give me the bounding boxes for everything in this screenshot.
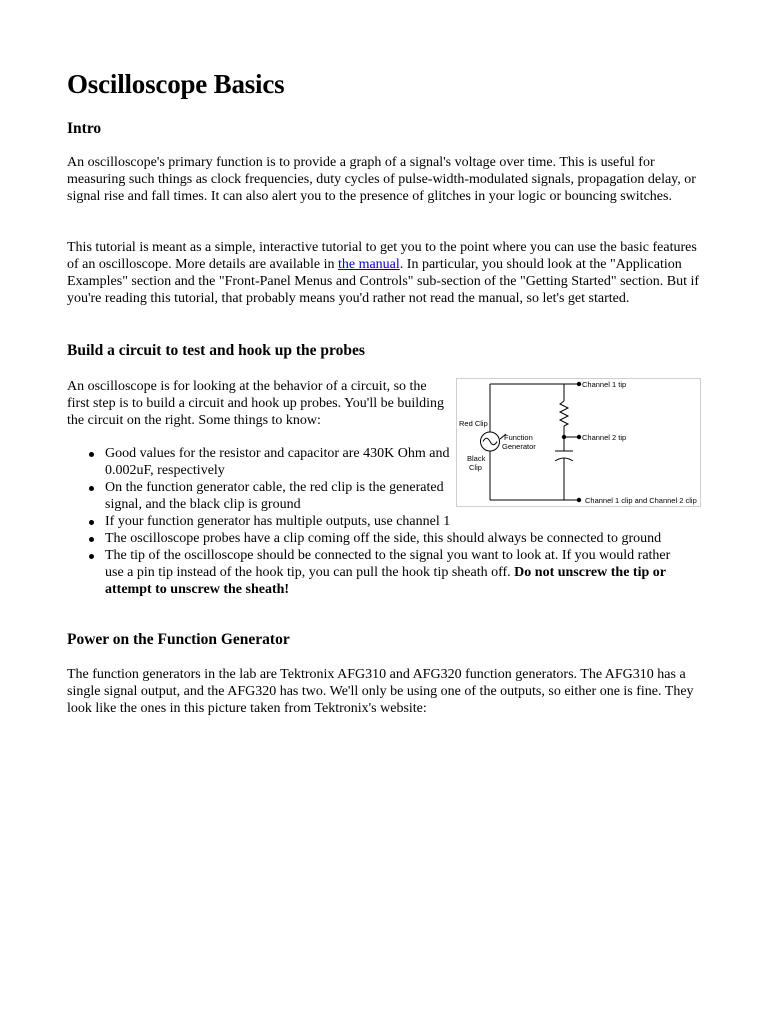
list-item-text: If your function generator has multiple outputs, use channel 1 [105, 514, 451, 529]
warning-text: Do not unscrew the tip or attempt to unscrew the sheath! [105, 565, 666, 597]
page-title: Oscilloscope Basics [67, 69, 285, 99]
black-label: Black [467, 454, 486, 463]
intro-heading: Intro [67, 120, 102, 137]
generator-label: Generator [502, 442, 536, 451]
red-clip-label: Red Clip [459, 419, 488, 428]
build-paragraph: An oscilloscope is for looking at the behavior of a circuit, so the first step is to build a circuit and hook up probes. You'll be building the circuit on the right. Some things to know: [67, 379, 444, 428]
clip-label: Clip [469, 463, 482, 472]
list-item [67, 530, 677, 547]
channel1-tip-label: Channel 1 tip [582, 380, 627, 389]
bullet-icon [89, 537, 94, 542]
function-label: Function [504, 433, 533, 442]
list-item-text: Good values for the resistor and capacitor are 430K Ohm and 0.002uF, respectively [105, 446, 450, 478]
intro-p2-text-after: . In particular, you should look at the "Application Examples" section and the "Front-Panel Menus and Controls" sub-section of the "Getting Started" section. But if you're reading this tutorial, that probably means you'd rather not read the manual, so let's get started. [67, 257, 700, 306]
list-item [67, 547, 677, 598]
document-page [67, 66, 707, 716]
bullet-icon [89, 452, 94, 457]
intro-p2-text-before: This tutorial is meant as a simple, interactive tutorial to get you to the point where you can use the basic features of an oscilloscope. More details are available in [67, 240, 697, 272]
channel2-tip-label: Channel 2 tip [582, 433, 627, 442]
intro-paragraph-1: An oscilloscope's primary function is to provide a graph of a signal's voltage over time. This is useful for measuring such things as clock frequencies, duty cycles of pulse-width-modulated signals, propagation delay, or signal rise and fall times. It can also alert you to the presence of glitches in your logic or bouncing switches. [67, 155, 696, 204]
manual-link[interactable]: the manual [337, 257, 400, 272]
list-item-text: On the function generator cable, the red clip is the generated signal, and the black clip is ground [105, 480, 444, 512]
power-paragraph: The function generators in the lab are Tektronix AFG310 and AFG320 function generators. The AFG310 has a single signal output, and the AFG320 has two. We'll only be using one of the outputs, so either one is fine. They look like the ones in this picture taken from Tektronix's website: [67, 667, 694, 716]
resistor-icon [560, 401, 568, 426]
bullet-icon [89, 554, 94, 559]
bullet-icon [89, 486, 94, 491]
bullet-icon [89, 520, 94, 525]
channel2-node-dot [562, 435, 566, 439]
build-circuit-heading: Build a circuit to test and hook up the probes [67, 342, 365, 359]
intro-paragraph-2 [67, 239, 707, 307]
list-item-text: The oscilloscope probes have a clip coming off the side, this should always be connected to ground [105, 531, 662, 546]
tips-list [67, 445, 677, 598]
sine-wave-icon [483, 438, 497, 445]
channel2-tip-dot [577, 435, 581, 439]
channel-clips-label: Channel 1 clip and Channel 2 clip [585, 496, 697, 505]
channel1-tip-dot [577, 382, 581, 386]
list-item [67, 479, 453, 513]
list-item [67, 513, 677, 530]
list-item-text: The tip of the oscilloscope should be connected to the signal you want to look at. If you would rather use a pin tip instead of the hook tip, you can pull the hook tip sheath off. [105, 548, 671, 580]
list-item [67, 445, 453, 479]
power-on-heading: Power on the Function Generator [67, 631, 290, 648]
